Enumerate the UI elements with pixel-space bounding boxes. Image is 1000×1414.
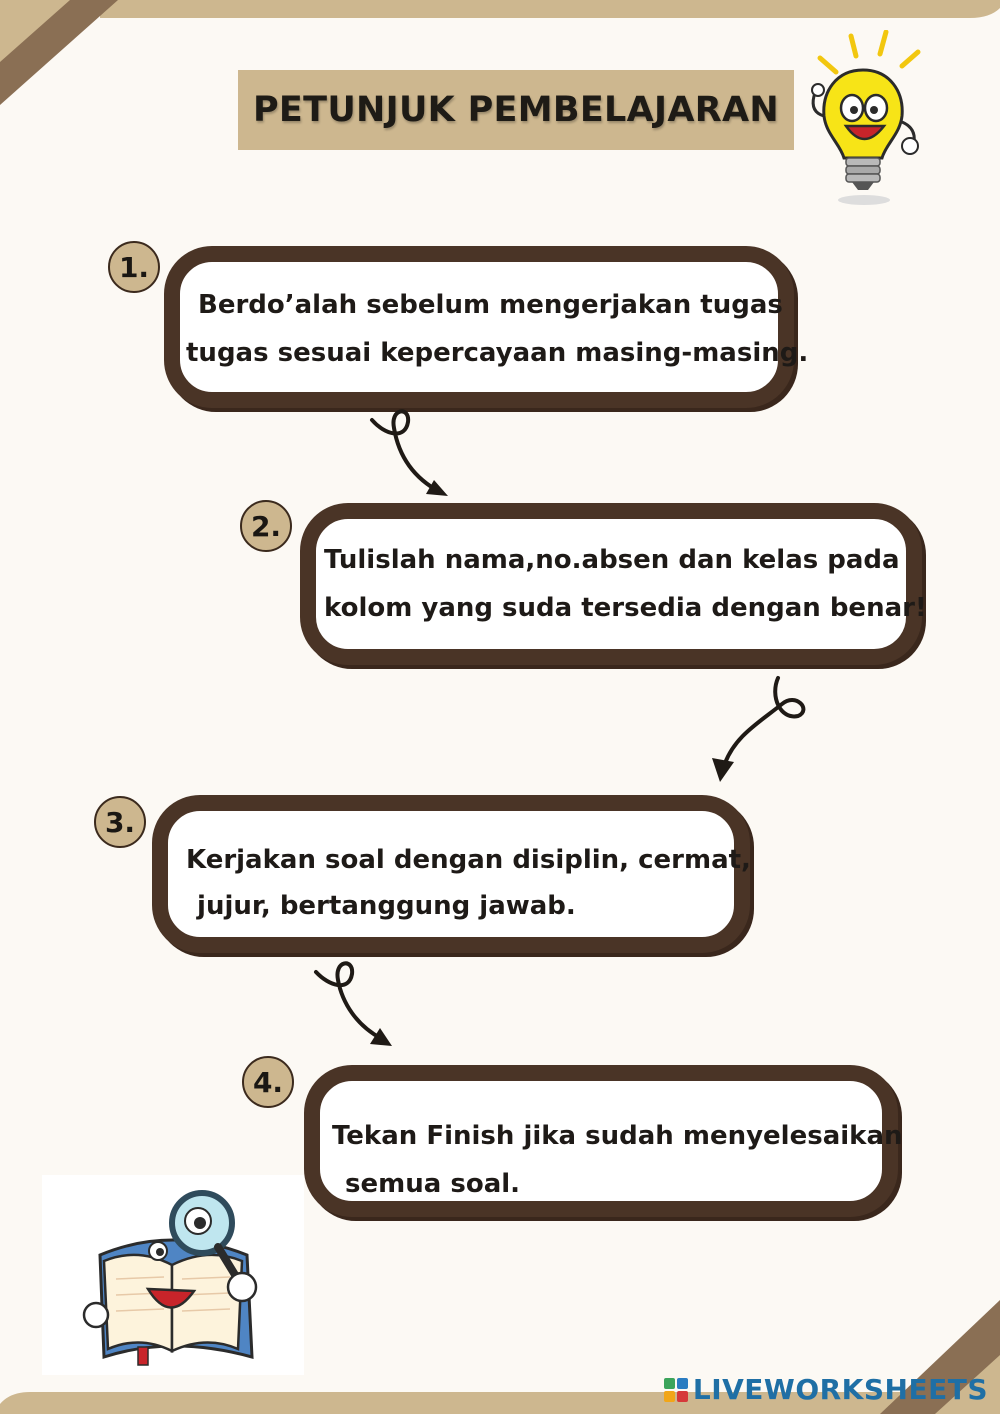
liveworksheets-logo-icon <box>663 1377 689 1403</box>
step-3-line-1: Kerjakan soal dengan disiplin, cermat, <box>186 845 751 875</box>
step-3-box <box>152 795 750 953</box>
step-number-3: 3. <box>94 796 146 848</box>
step-1-line-2: tugas sesuai kepercayaan masing-masing. <box>186 338 809 368</box>
step-2-box <box>300 503 927 665</box>
step-1-line-1: Berdo’alah sebelum mengerjakan tugas <box>198 290 783 320</box>
footer-brand <box>663 1373 988 1406</box>
book-magnifier-mascot-icon <box>42 1175 304 1375</box>
step-4-box <box>304 1065 903 1217</box>
step-2-line-1: Tulislah nama,no.absen dan kelas pada <box>324 545 900 575</box>
step-number-1: 1. <box>108 241 160 293</box>
curly-arrow-icon <box>360 400 460 504</box>
step-3-line-2: jujur, bertanggung jawab. <box>188 891 576 921</box>
footer-brand-text: LIVEWORKSHEETS <box>692 1373 988 1406</box>
step-2-line-2: kolom yang suda tersedia dengan benar! <box>324 593 927 623</box>
step-4-line-2: semua soal. <box>336 1169 521 1199</box>
curly-arrow-icon <box>700 670 810 786</box>
page-title: PETUNJUK PEMBELAJARAN <box>252 90 779 130</box>
curly-arrow-icon <box>304 952 404 1054</box>
step-1-box <box>164 246 809 408</box>
lightbulb-mascot-icon <box>796 30 930 210</box>
step-4-line-1: Tekan Finish jika sudah menyelesaikan <box>332 1121 903 1151</box>
step-number-4: 4. <box>242 1056 294 1108</box>
step-number-2: 2. <box>240 500 292 552</box>
title-banner <box>238 70 794 150</box>
